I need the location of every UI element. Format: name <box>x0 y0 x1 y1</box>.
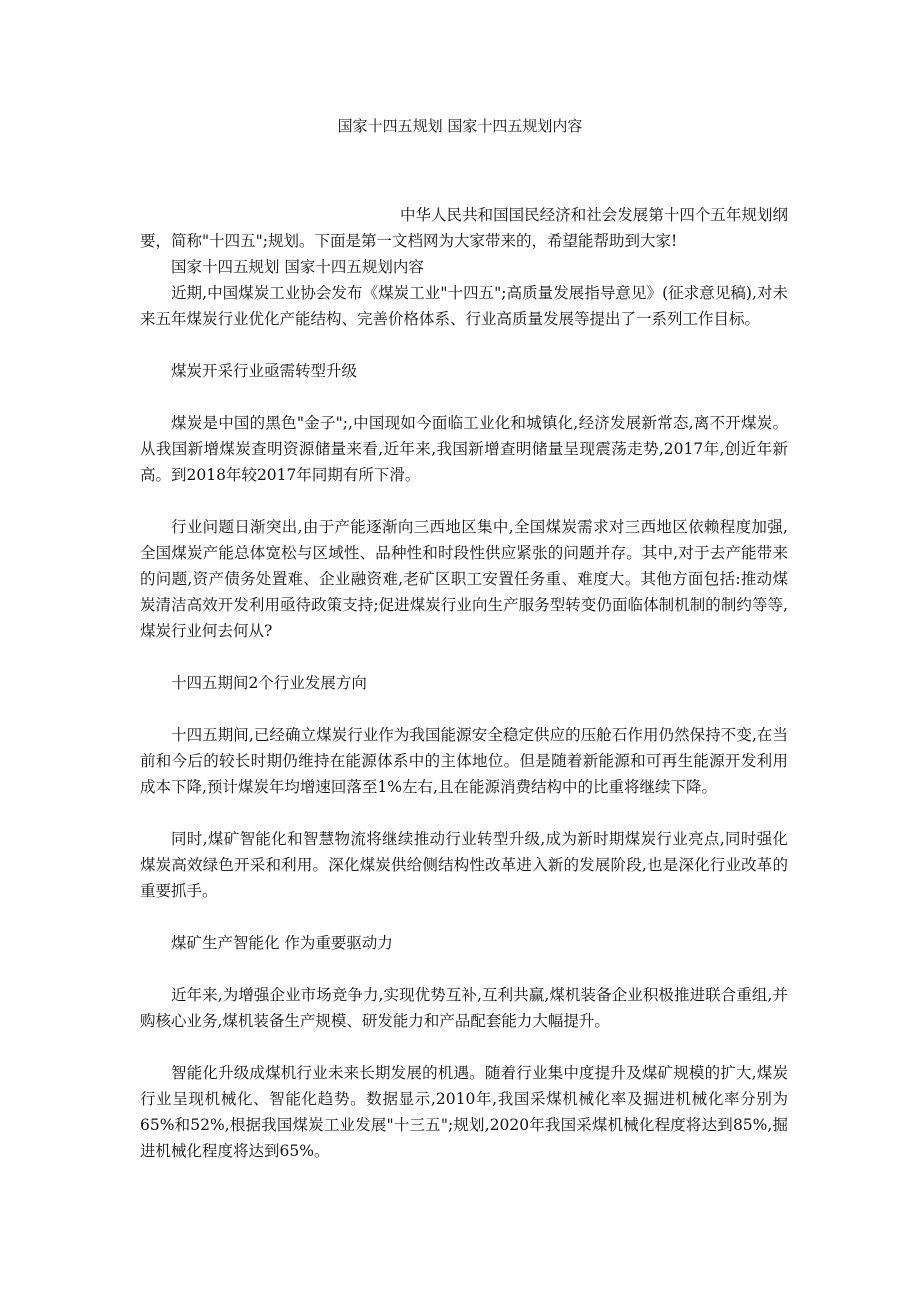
spacer <box>140 384 788 410</box>
spacer <box>140 644 788 670</box>
spacer <box>140 904 788 930</box>
paragraph-2: 煤炭是中国的黑色"金子";,中国现如今面临工业化和城镇化,经济发展新常态,离不开煤炭。从我国新增煤炭查明资源储量来看,近年来,我国新增查明储量呈现震荡走势,2017年,创近年新高。到2018年较2017年同期有所下滑。 <box>140 414 788 484</box>
paragraph-3: 行业问题日渐突出,由于产能逐渐向三西地区集中,全国煤炭需求对三西地区依赖程度加强,全国煤炭产能总体宽松与区域性、品种性和时段性供应紧张的问题并存。其中,对于去产能带来的问题,资产债务处置难、企业融资难,老矿区职工安置任务重、难度大。其他方面包括:推动煤炭清洁高效开发利用亟待政策支持;促进煤炭行业向生产服务型转变仍面临体制机制的制约等等,煤炭行业何去何从? <box>140 518 788 640</box>
spacer <box>140 1034 788 1060</box>
section-heading-2: 十四五期间2个行业发展方向 <box>171 674 367 692</box>
section-heading-3: 煤矿生产智能化 作为重要驱动力 <box>171 934 393 952</box>
spacer <box>140 696 788 722</box>
intro-paragraph: 中华人民共和国国民经济和社会发展第十四个五年规划纲要，简称"十四五";规划。下面是第一文档网为大家带来的，希望能帮助到大家! <box>140 206 788 250</box>
spacer <box>140 956 788 982</box>
subtitle: 国家十四五规划 国家十四五规划内容 <box>171 258 424 276</box>
paragraph-6: 近年来,为增强企业市场竞争力,实现优势互补,互利共赢,煤机装备企业积极推进联合重组,并购核心业务,煤机装备生产规模、研发能力和产品配套能力大幅提升。 <box>140 986 788 1030</box>
paragraph-7: 智能化升级成煤机行业未来长期发展的机遇。随着行业集中度提升及煤矿规模的扩大,煤炭行业呈现机械化、智能化趋势。数据显示,2010年,我国采煤机械化率及掘进机械化率分别为65%和52%,根据我国煤炭工业发展"十三五";规划,2020年我国采煤机械化程度将达到85%,掘进机械化程度将达到65%。 <box>140 1064 788 1160</box>
paragraph-5: 同时,煤矿智能化和智慧物流将继续推动行业转型升级,成为新时期煤炭行业亮点,同时强化煤炭高效绿色开采和利用。深化煤炭供给侧结构性改革进入新的发展阶段,也是深化行业改革的重要抓手。 <box>140 830 788 900</box>
spacer <box>140 800 788 826</box>
spacer <box>140 332 788 358</box>
section-heading-1: 煤炭开采行业亟需转型升级 <box>171 362 358 380</box>
document-title: 国家十四五规划 国家十四五规划内容 <box>337 117 583 135</box>
document-body <box>140 202 788 1164</box>
paragraph-1: 近期,中国煤炭工业协会发布《煤炭工业"十四五";高质量发展指导意见》(征求意见稿),对未来五年煤炭行业优化产能结构、完善价格体系、行业高质量发展等提出了一系列工作目标。 <box>140 284 788 328</box>
paragraph-4: 十四五期间,已经确立煤炭行业作为我国能源安全稳定供应的压舱石作用仍然保持不变,在当前和今后的较长时期仍维持在能源体系中的主体地位。但是随着新能源和可再生能源开发利用成本下降,预计煤炭年均增速回落至1%左右,且在能源消费结构中的比重将继续下降。 <box>140 726 788 796</box>
spacer <box>140 488 788 514</box>
